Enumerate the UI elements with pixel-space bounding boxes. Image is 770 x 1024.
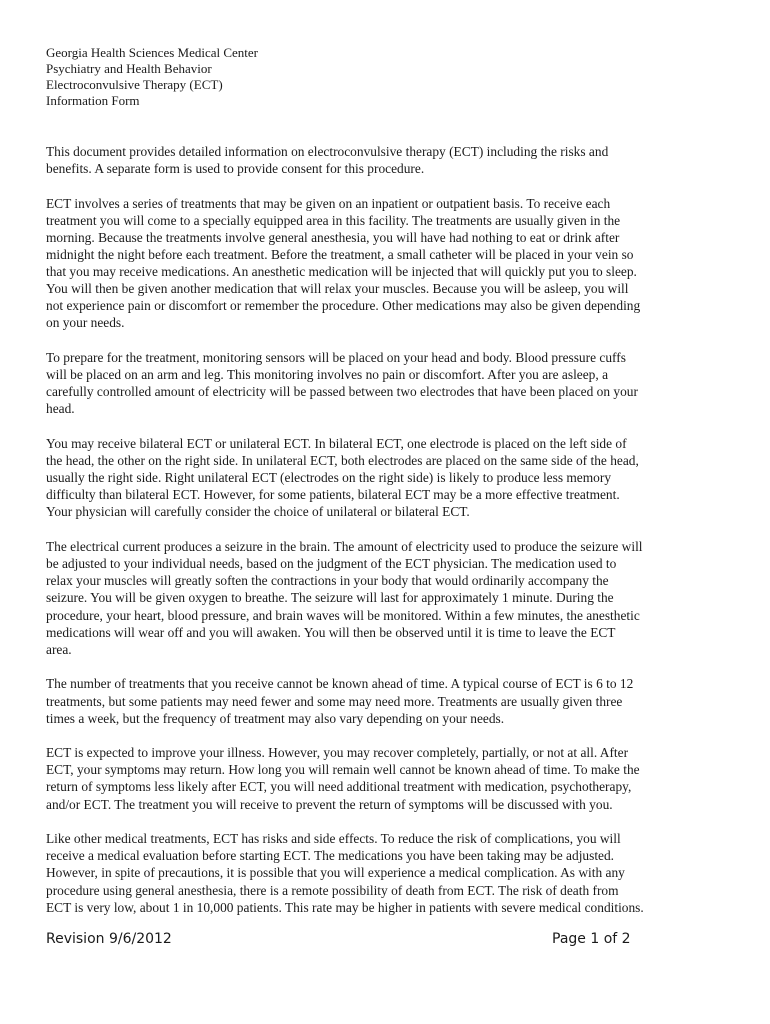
paragraph-line: To prepare for the treatment, monitoring sensors will be placed on your head and body. Blood pressure cuffs xyxy=(46,350,626,366)
paragraph-line: will be placed on an arm and leg. This monitoring involves no pain or discomfort. After you are asleep, a xyxy=(46,367,609,383)
paragraph-line: morning. Because the treatments involve general anesthesia, you will have had nothing to eat or drink after xyxy=(46,229,620,245)
paragraph-line: procedure, your heart, blood pressure, and brain waves will be monitored. Within a few minutes, the anesthetic xyxy=(46,607,640,623)
paragraph-line: area. xyxy=(46,641,72,657)
paragraph-line: relax your muscles will greatly soften the contractions in your body that would ordinarily accompany the xyxy=(46,573,609,589)
paragraph-number-of-treatments xyxy=(46,675,732,726)
paragraph-line: ECT, your symptoms may return. How long you will remain well cannot be known ahead of time. To make the xyxy=(46,762,640,778)
paragraph-line: ECT involves a series of treatments that may be given on an inpatient or outpatient basis. To receive each xyxy=(46,195,611,211)
paragraph-line: be adjusted to your individual needs, based on the judgment of the ECT physician. The medication used to xyxy=(46,556,617,572)
page-footer xyxy=(46,929,646,949)
paragraph-line: procedure using general anesthesia, there is a remote possibility of death from ECT. The risk of death from xyxy=(46,882,619,898)
paragraph-line: The number of treatments that you receive cannot be known ahead of time. A typical course of ECT is 6 to 12 xyxy=(46,676,634,692)
paragraph-electrode-placement xyxy=(46,435,732,520)
institution-name: Georgia Health Sciences Medical Center xyxy=(46,45,259,60)
paragraph-line: You will then be given another medication that will relax your muscles. Because you will be asleep, you will xyxy=(46,281,629,297)
paragraph-line: the head, the other on the right side. In unilateral ECT, both electrodes are placed on the same side of the head, xyxy=(46,453,639,469)
page-number: Page 1 of 2 xyxy=(552,931,631,947)
paragraph-line: and/or ECT. The treatment you will receive to prevent the return of symptoms will be discussed with you. xyxy=(46,796,613,812)
paragraph-line: treatments, but some patients may need fewer and some may need more. Treatments are usually given three xyxy=(46,693,623,709)
document-body xyxy=(46,143,732,933)
paragraph-line: Your physician will carefully consider the choice of unilateral or bilateral ECT. xyxy=(46,504,470,520)
paragraph-line: on your needs. xyxy=(46,315,125,331)
paragraph-ect-overview xyxy=(46,195,732,332)
paragraph-line: You may receive bilateral ECT or unilateral ECT. In bilateral ECT, one electrode is placed on the left side of xyxy=(46,436,627,452)
paragraph-line: The electrical current produces a seizure in the brain. The amount of electricity used to produce the seizure will xyxy=(46,539,643,555)
form-title: Information Form xyxy=(46,93,140,108)
paragraph-line: usually the right side. Right unilateral ECT (electrodes on the right side) is likely to produce less memory xyxy=(46,470,612,486)
paragraph-line: carefully controlled amount of electricity will be passed between two electrodes that have been placed on your xyxy=(46,384,638,400)
department-name: Psychiatry and Health Behavior xyxy=(46,61,212,76)
paragraph-line: not experience pain or discomfort or remember the procedure. Other medications may also be given depending xyxy=(46,298,641,314)
paragraph-preparation xyxy=(46,349,732,417)
paragraph-line: head. xyxy=(46,401,75,417)
revision-date: Revision 9/6/2012 xyxy=(46,931,172,947)
paragraph-seizure xyxy=(46,538,732,658)
paragraph-line: seizure. You will be given oxygen to breathe. The seizure will last for approximately 1 minute. During the xyxy=(46,590,614,606)
paragraph-line: ECT is expected to improve your illness. However, you may recover completely, partially, or not at all. After xyxy=(46,745,629,761)
document-header xyxy=(46,45,726,109)
form-subject: Electroconvulsive Therapy (ECT) xyxy=(46,77,223,92)
paragraph-line: ECT is very low, about 1 in 10,000 patients. This rate may be higher in patients with severe medical conditions. xyxy=(46,899,644,915)
paragraph-line: However, in spite of precautions, it is possible that you will experience a medical complication. As with any xyxy=(46,865,625,881)
paragraph-line: medications will wear off and you will awaken. You will then be observed until it is time to leave the ECT xyxy=(46,624,616,640)
paragraph-line: times a week, but the frequency of treatment may also vary depending on your needs. xyxy=(46,710,505,726)
paragraph-line: This document provides detailed information on electroconvulsive therapy (ECT) including the risks and xyxy=(46,144,609,159)
paragraph-line: Like other medical treatments, ECT has risks and side effects. To reduce the risk of complications, you will xyxy=(46,831,621,847)
paragraph-line: receive a medical evaluation before starting ECT. The medications you have been taking may be adjusted. xyxy=(46,848,615,864)
paragraph-line: that you may receive medications. An anesthetic medication will be injected that will quickly put you to sleep. xyxy=(46,264,637,280)
paragraph-line: midnight the night before each treatment. Before the treatment, a small catheter will be placed in your vein so xyxy=(46,247,634,263)
paragraph-line: treatment you will come to a specially equipped area in this facility. The treatments are usually given in the xyxy=(46,212,621,228)
paragraph-line: difficulty than bilateral ECT. However, for some patients, bilateral ECT may be a more effective treatment. xyxy=(46,487,620,503)
paragraph-intro xyxy=(46,143,732,177)
paragraph-expected-outcome xyxy=(46,744,732,812)
paragraph-line: benefits. A separate form is used to provide consent for this procedure. xyxy=(46,161,425,177)
paragraph-risks xyxy=(46,830,732,915)
paragraph-line: return of symptoms less likely after ECT, you will need additional treatment with medication, psychotherapy, xyxy=(46,779,632,795)
